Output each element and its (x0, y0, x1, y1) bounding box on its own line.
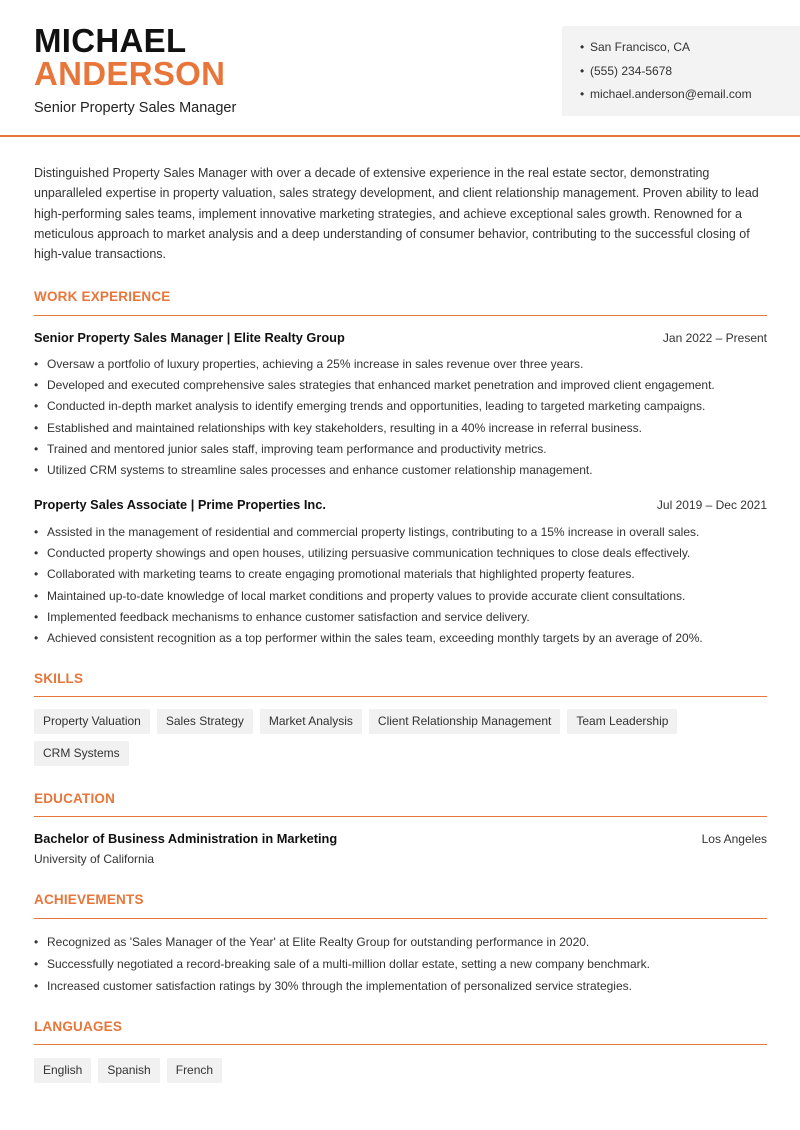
list-item: • Collaborated with marketing teams to create engaging promotional materials that highlighted property features. (34, 566, 774, 587)
section-divider (34, 315, 767, 316)
list-item: • Trained and mentored junior sales staff, improving team performance and productivity metrics. (34, 441, 774, 462)
achievements-heading: ACHIEVEMENTS (34, 892, 144, 907)
list-item: • Achieved consistent recognition as a top performer within the sales team, exceeding monthly targets by an average of 20%. (34, 630, 774, 651)
list-item: • Oversaw a portfolio of luxury properties, achieving a 25% increase in sales revenue over three years. (34, 356, 774, 377)
education-location: Los Angeles (701, 832, 767, 846)
section-divider (34, 918, 767, 919)
skill-tag: Sales Strategy (157, 709, 253, 734)
language-tag: French (167, 1058, 222, 1083)
list-item: • Assisted in the management of residential and commercial property listings, contributing to a 15% increase in overall sales. (34, 524, 774, 545)
skills-tags (34, 709, 767, 773)
job-role: Property Sales Associate | Prime Properties Inc. (34, 497, 326, 512)
resume-header (0, 0, 800, 137)
school: University of California (34, 852, 155, 866)
job-title: Senior Property Sales Manager (34, 100, 237, 116)
job-role: Senior Property Sales Manager | Elite Realty Group (34, 330, 345, 345)
list-item: • Maintained up-to-date knowledge of local market conditions and property values to provide accurate client consultations. (34, 588, 774, 609)
skill-tag: Client Relationship Management (369, 709, 560, 734)
list-item: • Conducted in-depth market analysis to identify emerging trends and opportunities, leading to targeted marketing campaigns. (34, 398, 774, 419)
list-item: • Recognized as 'Sales Manager of the Year' at Elite Realty Group for outstanding performance in 2020. (34, 934, 774, 956)
education-heading: EDUCATION (34, 791, 116, 806)
contact-email-text: michael.anderson@email.com (590, 87, 752, 101)
languages-tags (34, 1058, 767, 1090)
section-divider (34, 816, 767, 817)
contact-phone-text: (555) 234-5678 (590, 63, 673, 78)
last-name: ANDERSON (34, 55, 226, 92)
degree: Bachelor of Business Administration in Marketing (34, 831, 338, 846)
bullet-icon: • (580, 40, 585, 54)
skills-heading: SKILLS (34, 671, 84, 686)
skill-tag: Team Leadership (567, 709, 677, 734)
contact-box (562, 26, 800, 116)
languages-heading: LANGUAGES (34, 1019, 123, 1034)
contact-location (580, 39, 800, 63)
list-item: • Increased customer satisfaction ratings by 30% through the implementation of personalized service strategies. (34, 978, 774, 1000)
job-header (34, 330, 767, 345)
section-divider (34, 696, 767, 697)
list-item: • Successfully negotiated a record-breaking sale of a multi-million dollar estate, setting a new company benchmark. (34, 956, 774, 978)
work-experience-heading: WORK EXPERIENCE (34, 289, 171, 304)
bullet-icon: • (580, 87, 585, 101)
skill-tag: CRM Systems (34, 741, 129, 766)
language-tag: Spanish (98, 1058, 159, 1083)
education-header (34, 831, 767, 846)
contact-location-text: San Francisco, CA (590, 40, 691, 54)
skill-tag: Property Valuation (34, 709, 150, 734)
contact-phone (580, 63, 800, 87)
contact-email (580, 86, 800, 110)
bullet-icon: • (580, 63, 585, 78)
list-item: • Established and maintained relationships with key stakeholders, resulting in a 40% increase in referral business. (34, 420, 774, 441)
list-item: • Implemented feedback mechanisms to enhance customer satisfaction and service delivery. (34, 609, 774, 630)
list-item: • Developed and executed comprehensive sales strategies that enhanced market penetration and improved client engagement. (34, 377, 774, 398)
job-header (34, 497, 767, 512)
summary: Distinguished Property Sales Manager with over a decade of extensive experience in the real estate sector, demonstrating unparalleled expertise in property valuation, sales strategy development, and client relationship management. Proven ability to lead high-performing sales teams, implement innovative marketing strategies, and achieve exceptional sales growth. Renowned for a meticulous approach to market analysis and a deep understanding of consumer behavior, contributing to the successful closing of high-value transactions. (34, 166, 759, 262)
language-tag: English (34, 1058, 91, 1083)
skill-tag: Market Analysis (260, 709, 362, 734)
job-dates: Jul 2019 – Dec 2021 (656, 498, 767, 512)
list-item: • Conducted property showings and open houses, utilizing persuasive communication techniques to close deals effectively. (34, 545, 774, 566)
job-dates: Jan 2022 – Present (662, 331, 767, 345)
first-name: MICHAEL (34, 22, 187, 59)
achievements-list (34, 934, 774, 1000)
list-item: • Utilized CRM systems to streamline sales processes and enhance customer relationship management. (34, 462, 774, 483)
job-bullets (34, 524, 774, 651)
section-divider (34, 1044, 767, 1045)
job-bullets (34, 356, 774, 483)
